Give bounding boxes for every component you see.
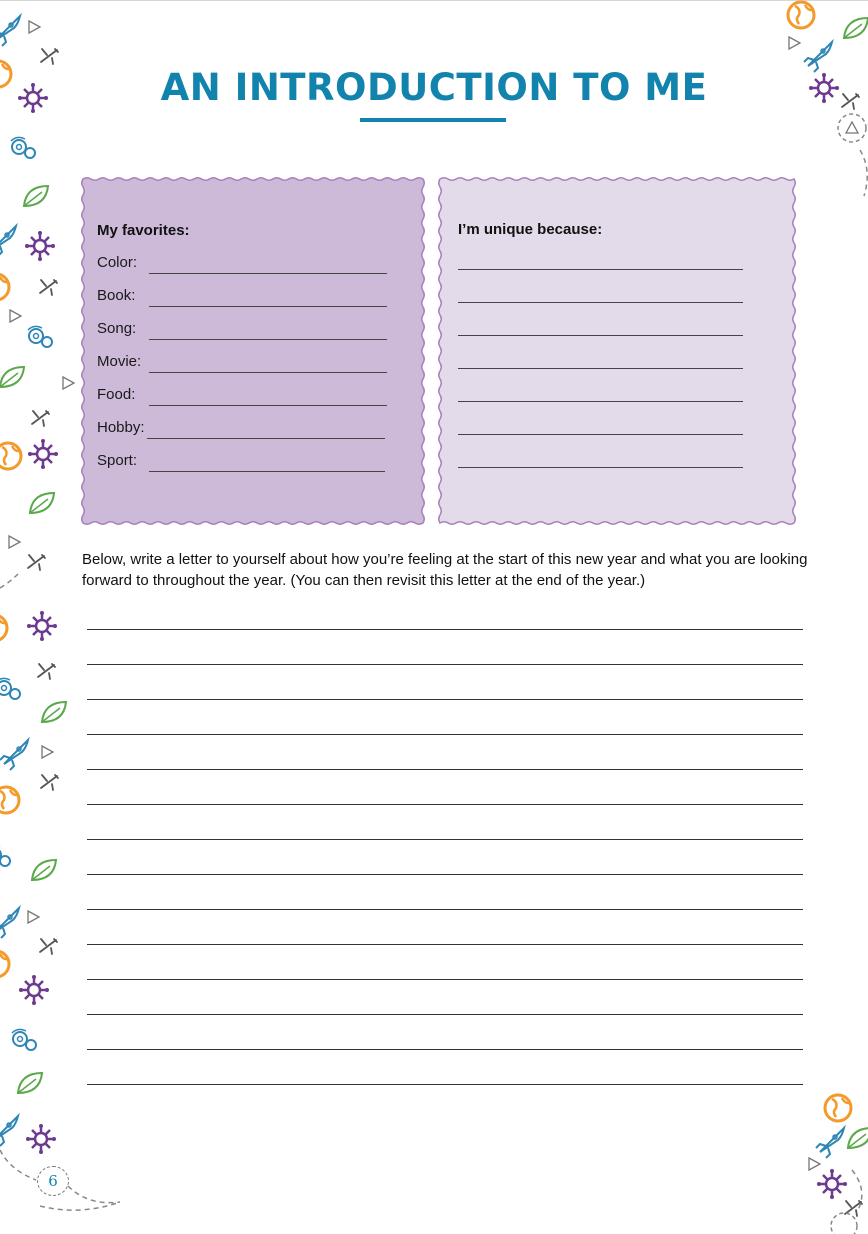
- letter-writing-line[interactable]: [87, 874, 803, 875]
- favorite-row: [97, 353, 397, 373]
- unique-heading: I’m unique because:: [458, 221, 603, 238]
- page-title: AN INTRODUCTION TO ME: [160, 66, 708, 109]
- airplane-icon: [41, 775, 58, 790]
- airplane-icon: [40, 939, 57, 954]
- favorite-label: Movie:: [97, 353, 142, 370]
- gears-icon: [28, 326, 52, 347]
- unique-answer-line[interactable]: [458, 335, 743, 336]
- favorites-heading: My favorites:: [97, 222, 190, 239]
- favorite-answer-line[interactable]: [149, 306, 387, 307]
- letter-writing-line[interactable]: [87, 734, 803, 735]
- virus-icon: [25, 231, 55, 261]
- rocket-icon: [816, 1128, 844, 1158]
- leaf-icon: [844, 18, 868, 38]
- letter-writing-line[interactable]: [87, 909, 803, 910]
- globe-icon: [0, 951, 9, 977]
- favorite-label: Sport:: [97, 452, 138, 469]
- virus-icon: [27, 611, 57, 641]
- favorite-answer-line[interactable]: [149, 273, 387, 274]
- favorite-row: [97, 386, 397, 406]
- gears-icon: [0, 845, 10, 866]
- leaf-icon: [848, 1128, 868, 1148]
- favorite-answer-line[interactable]: [147, 438, 385, 439]
- rocket-icon: [0, 908, 19, 938]
- virus-icon: [19, 975, 49, 1005]
- letter-writing-line[interactable]: [87, 1084, 803, 1085]
- airplane-icon: [38, 664, 55, 679]
- triangle-icon: [63, 377, 74, 389]
- letter-writing-line[interactable]: [87, 769, 803, 770]
- airplane-icon: [845, 1201, 862, 1216]
- leaf-icon: [42, 702, 66, 722]
- gears-icon: [11, 137, 35, 158]
- favorite-row: [97, 254, 397, 274]
- rocket-icon: [0, 1116, 18, 1146]
- letter-writing-line[interactable]: [87, 839, 803, 840]
- page-top-border: [0, 0, 868, 1]
- airplane-icon: [28, 555, 45, 570]
- letter-writing-line[interactable]: [87, 629, 803, 630]
- favorite-label: Food:: [97, 386, 136, 403]
- favorite-label: Book:: [97, 287, 136, 304]
- leaf-icon: [18, 1073, 42, 1093]
- triangle-icon: [809, 1158, 820, 1170]
- airplane-icon: [41, 49, 58, 64]
- letter-writing-line[interactable]: [87, 664, 803, 665]
- leaf-icon: [30, 493, 54, 513]
- globe-icon: [788, 2, 814, 28]
- triangle-icon: [9, 536, 20, 548]
- letter-writing-line[interactable]: [87, 804, 803, 805]
- virus-icon: [26, 1124, 56, 1154]
- rocket-icon: [0, 16, 20, 46]
- unique-answer-line[interactable]: [458, 401, 743, 402]
- favorite-row: [97, 452, 397, 472]
- triangle-icon: [789, 37, 800, 49]
- triangle-icon: [42, 746, 53, 758]
- leaf-icon: [24, 186, 48, 206]
- rocket-icon: [0, 226, 16, 256]
- favorite-row: [97, 320, 397, 340]
- favorite-row: [97, 287, 397, 307]
- title-underline: [360, 118, 506, 122]
- letter-writing-line[interactable]: [87, 1014, 803, 1015]
- favorite-row: [97, 419, 397, 439]
- letter-instructions: Below, write a letter to yourself about how you’re feeling at the start of this new year and what you are looking forward to throughout the year. (You can then revisit this letter at the end of the year.): [82, 551, 808, 589]
- favorite-answer-line[interactable]: [149, 372, 387, 373]
- unique-answer-line[interactable]: [458, 368, 743, 369]
- favorite-answer-line[interactable]: [149, 405, 387, 406]
- favorite-answer-line[interactable]: [149, 339, 387, 340]
- gears-icon: [12, 1029, 36, 1050]
- unique-answer-line[interactable]: [458, 302, 743, 303]
- unique-answer-line[interactable]: [458, 467, 743, 468]
- triangle-icon: [10, 310, 21, 322]
- globe-icon: [0, 787, 19, 813]
- page-number: 6: [37, 1166, 69, 1196]
- favorite-label: Hobby:: [97, 419, 145, 436]
- globe-icon: [0, 443, 21, 469]
- unique-answer-line[interactable]: [458, 269, 743, 270]
- globe-icon: [0, 615, 7, 641]
- letter-writing-line[interactable]: [87, 979, 803, 980]
- triangle-icon: [28, 911, 39, 923]
- globe-icon: [0, 274, 9, 300]
- gears-icon: [0, 678, 20, 699]
- airplane-icon: [40, 280, 57, 295]
- unique-box: [437, 176, 797, 526]
- unique-answer-line[interactable]: [458, 434, 743, 435]
- airplane-icon: [32, 411, 49, 426]
- letter-writing-line[interactable]: [87, 699, 803, 700]
- virus-icon: [817, 1169, 847, 1199]
- favorite-label: Color:: [97, 254, 138, 271]
- letter-writing-line[interactable]: [87, 1049, 803, 1050]
- favorite-answer-line[interactable]: [149, 471, 385, 472]
- letter-writing-line[interactable]: [87, 944, 803, 945]
- favorites-box: [80, 176, 426, 526]
- triangle-icon: [29, 21, 40, 33]
- virus-icon: [28, 439, 58, 469]
- globe-icon: [825, 1095, 851, 1121]
- leaf-icon: [0, 367, 24, 387]
- leaf-icon: [32, 860, 56, 880]
- rocket-icon: [0, 740, 28, 770]
- favorite-label: Song:: [97, 320, 137, 337]
